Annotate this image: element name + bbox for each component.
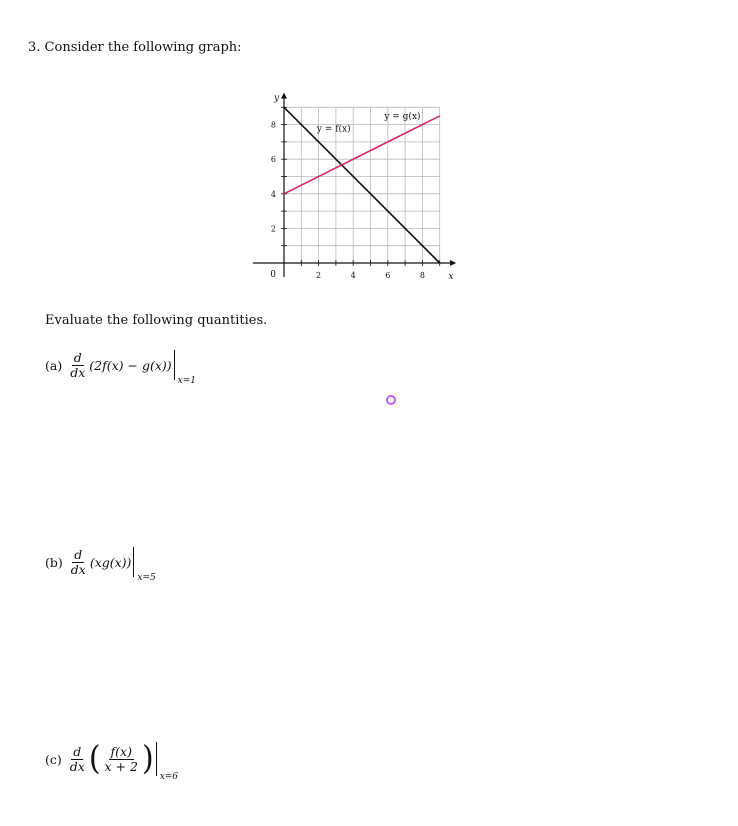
origin-label: 0: [270, 270, 276, 280]
derivative-denominator: dx: [69, 758, 85, 774]
g-line-label: y = g(x): [384, 111, 421, 122]
y-tick-label: 6: [270, 155, 276, 165]
derivative-denominator: dx: [70, 561, 86, 577]
f-line: [284, 107, 440, 263]
derivative-operator: [69, 548, 88, 575]
question-number: 3.: [28, 40, 41, 55]
g-line: [284, 116, 440, 194]
instruction-text: Evaluate the following quantities.: [45, 313, 268, 328]
y-tick-label: 2: [270, 224, 276, 234]
x-tick-label: 2: [316, 271, 322, 280]
derivative-operator: [68, 351, 87, 378]
series-lines: [284, 107, 440, 263]
x-tick-label: 6: [385, 271, 391, 280]
y-axis-arrow: [281, 93, 287, 99]
y-axis-label: y: [274, 93, 280, 104]
part-c-eval-point: x=6: [159, 772, 179, 782]
part-b-label: (b): [45, 554, 63, 570]
x-axis-label: x: [448, 272, 454, 282]
evaluation-bar: [174, 350, 196, 386]
right-paren: ): [141, 739, 154, 778]
x-tick-label: 4: [350, 271, 356, 280]
evaluation-bar: [133, 547, 156, 583]
evaluation-bar: [156, 742, 179, 782]
part-b-expression: (xg(x)): [89, 554, 132, 570]
x-tick-label: 8: [419, 271, 425, 280]
quotient-numerator: f(x): [110, 744, 132, 760]
quotient: [103, 745, 140, 772]
derivative-numerator: d: [73, 744, 82, 760]
y-tick-label: 4: [270, 189, 276, 199]
part-a-expression: (2f(x) − g(x)): [89, 357, 172, 373]
f-line-label: y = f(x): [316, 124, 351, 135]
part-a: [45, 350, 196, 386]
part-a-eval-point: x=1: [177, 376, 196, 386]
cursor-marker: [386, 395, 396, 405]
y-tick-label: 8: [270, 120, 276, 130]
part-b-eval-point: x=5: [137, 573, 156, 583]
part-a-label: (a): [45, 357, 63, 373]
derivative-operator: [68, 745, 87, 772]
derivative-numerator: d: [74, 547, 83, 563]
function-graph: [240, 80, 480, 290]
derivative-numerator: d: [73, 350, 82, 366]
question-header: [28, 40, 242, 55]
part-c-label: (c): [45, 751, 62, 767]
left-paren: (: [88, 739, 101, 778]
question-text: Consider the following graph:: [44, 40, 242, 55]
x-axis-arrow: [450, 260, 456, 266]
quotient-denominator: x + 2: [104, 758, 138, 774]
part-c: [45, 739, 179, 782]
derivative-denominator: dx: [70, 364, 86, 380]
part-b: [45, 547, 156, 583]
